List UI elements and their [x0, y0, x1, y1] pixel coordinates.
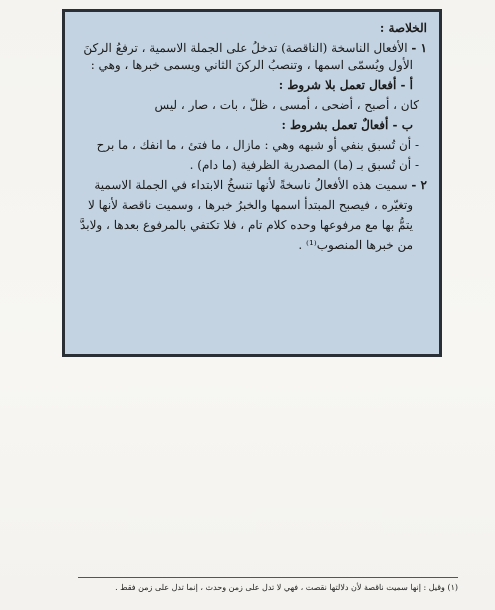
point1-b-item-2: - أن تُسبق بـ (ما) المصدرية الظرفية (ما دام) . — [189, 158, 419, 172]
summary-box — [62, 9, 442, 357]
footnote: (١) وقيل : إنها سميت ناقصة لأن دلالتها نقصت ، فهي لا تدل على زمن وحدث ، إنما تدل على زمن فقط . — [115, 583, 458, 592]
footnote-divider — [78, 577, 458, 578]
point1-b-title: ب - أفعالٌ تعمل بشروط : — [281, 118, 413, 132]
point1-b-item-1: - أن تُسبق بنفي أو شبهه وهي : مازال ، ما فتئ ، ما انفك ، ما برح — [96, 138, 419, 152]
point1-a-list: كان ، أصبح ، أضحى ، أمسى ، ظلّ ، بات ، صار ، ليس — [154, 98, 419, 112]
point1-a-title: أ - أفعال تعمل بلا شروط : — [278, 78, 413, 92]
point1-number: ١ - — [411, 41, 427, 55]
point2-text-4: من خبرها المنصوب⁽¹⁾ . — [298, 238, 413, 252]
point1-text-1: الأفعال الناسخة (الناقصة) تدخلُ على الجملة الاسمية ، ترفعُ الركنَ — [83, 41, 408, 55]
point2-text-3: يتمُّ بها مع مرفوعها وحده كلام تام ، فلا تكتفي بالمرفوع بعدها ، ولابدَّ — [79, 218, 413, 232]
point1-line1 — [75, 40, 427, 57]
point2-number: ٢ - — [411, 178, 427, 192]
point2-text-2: وتغيّره ، فيصبح المبتدأ اسمها والخبرُ خبرها ، وسميت ناقصة لأنها لا — [87, 198, 413, 212]
summary-heading: الخلاصة : — [379, 21, 427, 35]
point1-text-2: الأول ويُسمّى اسمها ، وتنصبُ الركنَ الثاني ويسمى خبرها ، وهي : — [90, 58, 413, 72]
point2-text-1: سميت هذه الأفعالُ ناسخةً لأنها تنسخُ الابتداء في الجملة الاسمية — [94, 178, 408, 192]
point2-line1 — [75, 177, 427, 194]
